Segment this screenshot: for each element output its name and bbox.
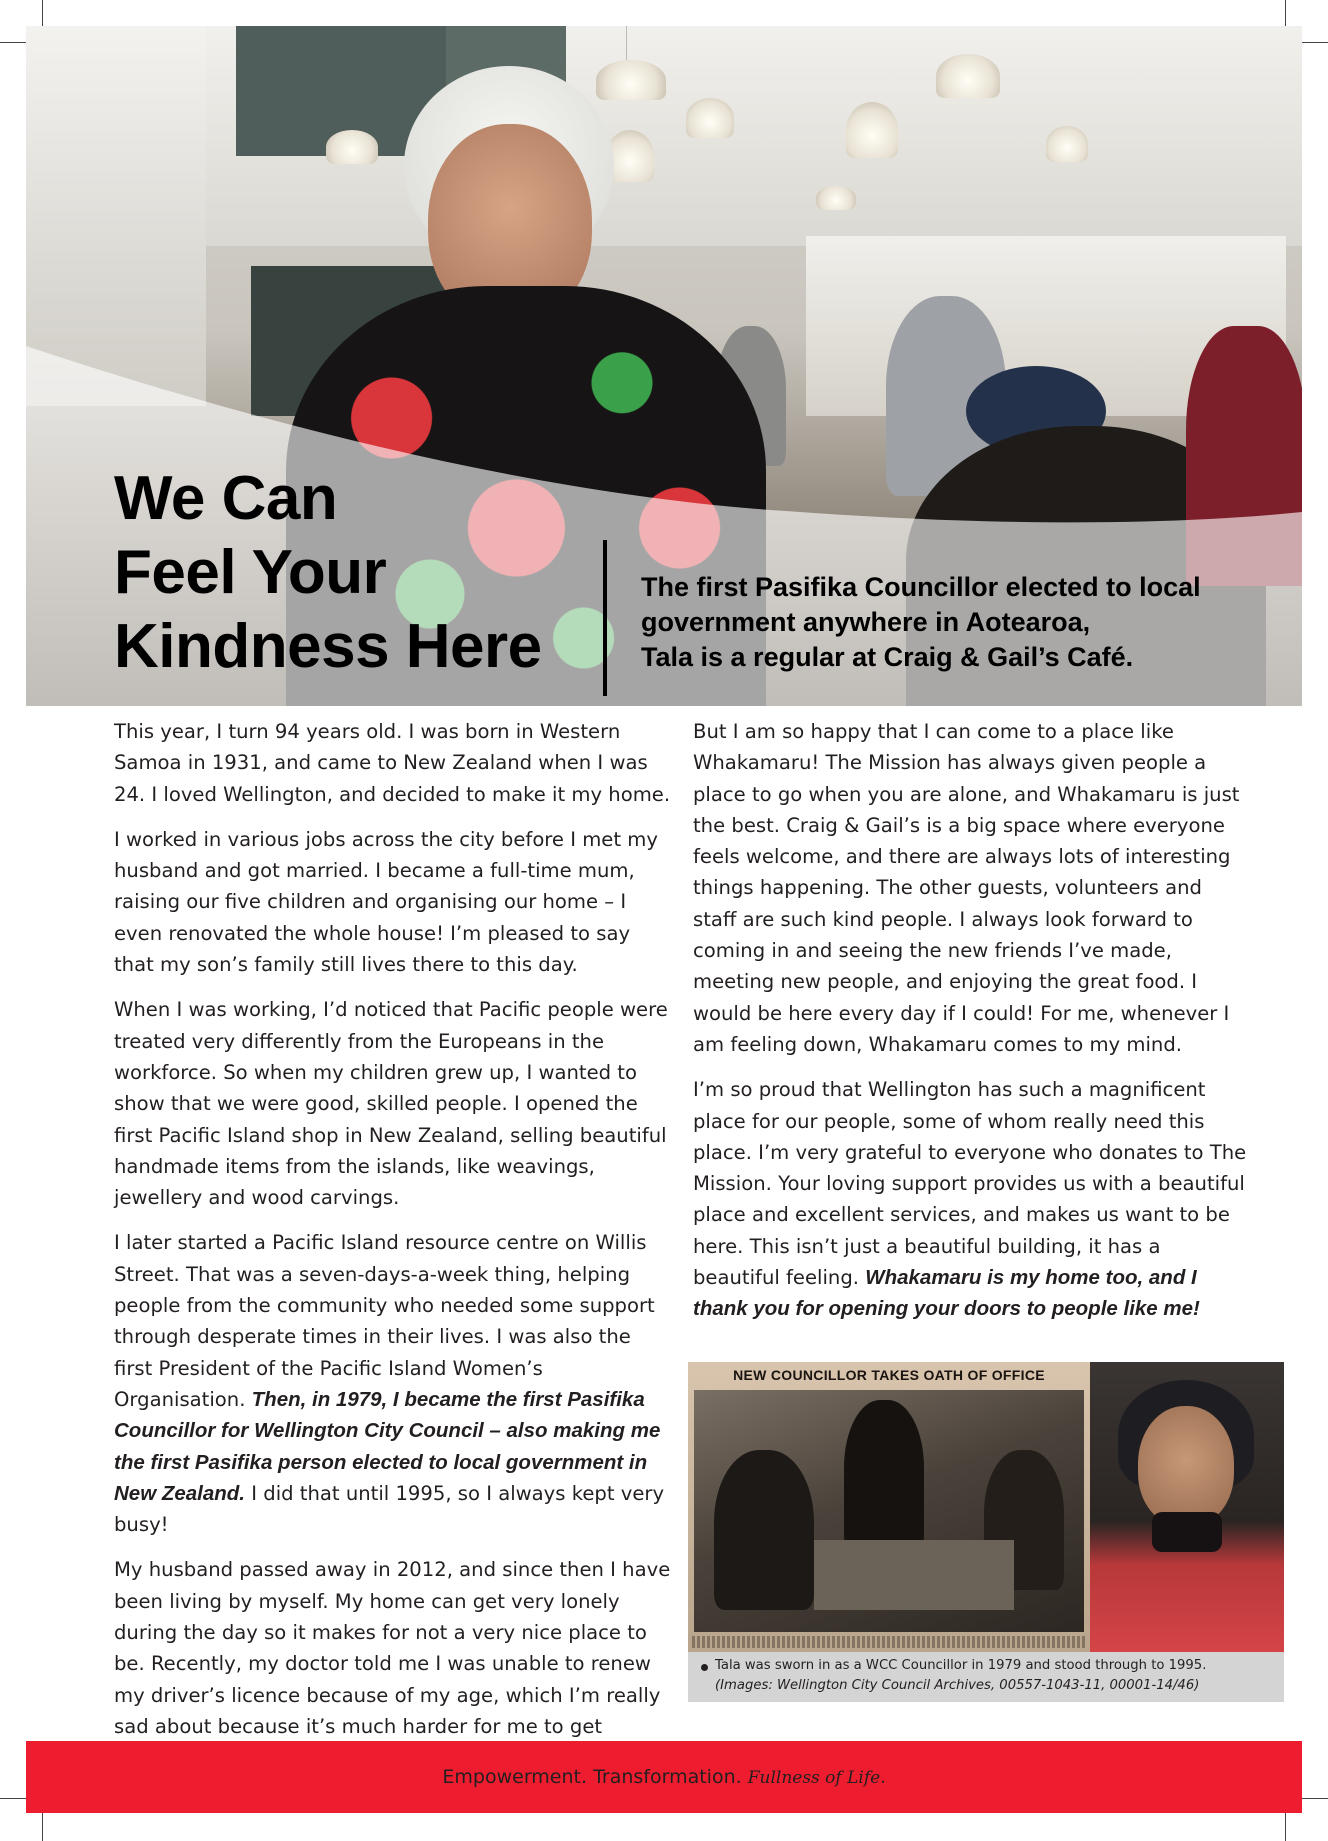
newspaper-figure [714,1450,814,1610]
paragraph: I worked in various jobs across the city before I met my husband and got married. I became a full-time mum, raising our five children and organising our home – I even renovated the whole house! I’m pleased to say that my son’s family still lives there to this day. [114,827,658,977]
paragraph: My husband passed away in 2012, and since then I have been living by myself. My home can get very lonely during the day so it makes for not a very nice place to be. Recently, my doctor told me I was unable to renew my driver’s licence because of my age, which I’m really sad about because it’s much harder for me to get [114,1558,671,1738]
footer-tagline [26,1741,1302,1813]
crop-mark [1298,1798,1328,1799]
tagline-text: Empowerment. Transformation. [442,1766,748,1788]
paragraph-text: I’m so proud that Wellington has such a magnificent place for our people, some of whom really need this place. I’m very grateful to everyone who donates to The Mission. Your loving support provides us with a beautiful place and excellent services, and makes us want to be here. This isn’t just a beautiful building, it has a beautiful feeling. [693,1078,1247,1290]
crop-mark [1285,1811,1286,1841]
page-title [114,462,542,684]
newspaper-figure [844,1400,924,1550]
paragraph: But I am so happy that I can come to a place like Whakamaru! The Mission has always given people a place to go when you are alone, and Whakamaru is just the best. Craig & Gail’s is a big space where everyone feels welcome, and there are always lots of interesting things happening. The other guests, volunteers and staff are such kind people. I always look forward to coming in and seeing the new friends I’ve made, meeting new people, and enjoying the great food. I would be here every day if I could! For me, whenever I am feeling down, Whakamaru comes to my mind. [693,720,1240,1056]
newspaper-desk [814,1540,1014,1610]
title-line: We Can [114,464,338,533]
crop-mark [1298,42,1328,43]
newspaper-photo [694,1390,1084,1632]
paragraph-emphasis: Then, in 1979, I became the first Pasifika Councillor for Wellington City Council – also making me the first Pasifika person elected to local government in New Zealand. [114,1387,661,1505]
paragraph-text: I later started a Pacific Island resource centre on Willis Street. That was a seven-days-a-week thing, helping people from the community who needed some support through desperate times in their lives. I was also the first President of the Pacific Island Women’s Organisation. [114,1231,655,1411]
footer-banner [26,1741,1302,1813]
caption-line: Tala was sworn in as a WCC Councillor in 1979 and stood through to 1995. [715,1658,1207,1673]
left-column [114,716,674,1788]
portrait-collar [1152,1512,1222,1552]
subtitle-line: government anywhere in Aotearoa, [641,607,1091,637]
subtitle-line: Tala is a regular at Craig & Gail’s Café. [641,642,1134,672]
tagline-script: Fullness of Life. [747,1768,886,1788]
archive-photos [688,1362,1284,1652]
paragraph: This year, I turn 94 years old. I was born in Western Samoa in 1931, and came to New Zealand when I was 24. I loved Wellington, and decided to make it my home. [114,720,671,806]
newspaper-caption-text [692,1636,1086,1648]
newspaper-clipping [688,1362,1090,1652]
bullet-icon [701,1664,708,1671]
portrait-face [1138,1406,1234,1526]
photo-caption [688,1652,1284,1702]
paragraph-emphasis: Whakamaru is my home too, and I thank you for opening your doors to people like me! [693,1266,1200,1321]
paragraph [114,1227,674,1540]
title-line: Kindness Here [114,612,542,681]
title-line: Feel Your [114,538,387,607]
paragraph: When I was working, I’d noticed that Pacific people were treated very differently from the Europeans in the workforce. So when my children grew up, I wanted to show that we were good, skilled people. I opened the first Pacific Island shop in New Zealand, selling beautiful handmade items from the islands, like weavings, jewellery and wood carvings. [114,998,668,1210]
caption-credit: (Images: Wellington City Council Archives, 00557-1043-11, 00001-14/46) [715,1678,1200,1693]
title-divider [603,540,607,696]
subtitle-line: The first Pasifika Councillor elected to local [641,572,1201,602]
right-column [693,716,1248,1339]
newspaper-headline: NEW COUNCILLOR TAKES OATH OF OFFICE [733,1367,1045,1383]
paragraph [693,1074,1248,1324]
crop-mark [42,1811,43,1841]
paragraph-text: I did that until 1995, so I always kept very busy! [114,1481,665,1537]
page-subtitle [641,570,1261,675]
portrait-photo [1090,1362,1284,1652]
